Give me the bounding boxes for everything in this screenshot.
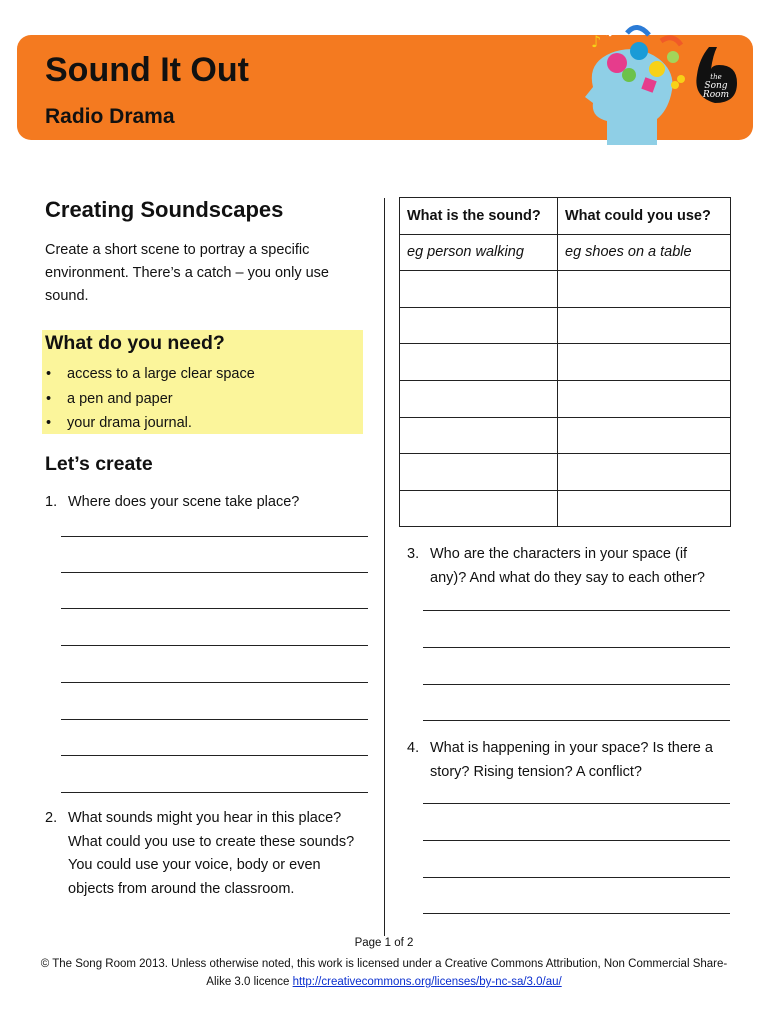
svg-text:♪: ♪ bbox=[591, 32, 602, 51]
answer-line-q1[interactable] bbox=[61, 755, 368, 756]
table-cell: eg shoes on a table bbox=[558, 234, 731, 271]
license-link[interactable]: http://creativecommons.org/licenses/by-nc-sa/3.0/au/ bbox=[292, 976, 562, 988]
table-cell[interactable] bbox=[558, 490, 731, 527]
question-text: Where does your scene take place? bbox=[68, 494, 300, 510]
table-cell[interactable] bbox=[558, 344, 731, 381]
license-statement: © The Song Room 2013. Unless otherwise noted, this work is licensed under a Creative Commons Attribution, Non Commercial Share-Alike 3.0 licence bbox=[40, 958, 728, 988]
answer-line-q1[interactable] bbox=[61, 572, 368, 573]
question-number: 2. bbox=[45, 810, 58, 826]
table-cell[interactable] bbox=[400, 380, 558, 417]
license-text bbox=[30, 955, 738, 991]
table-row bbox=[400, 271, 731, 308]
question-3 bbox=[407, 543, 727, 590]
svg-text:Room: Room bbox=[702, 90, 730, 100]
svg-text:♫: ♫ bbox=[603, 24, 614, 38]
need-title: What do you need? bbox=[45, 332, 225, 354]
table-row bbox=[400, 380, 731, 417]
column-divider bbox=[384, 198, 385, 936]
table-cell[interactable] bbox=[400, 271, 558, 308]
table-cell[interactable] bbox=[400, 417, 558, 454]
what-you-need-box bbox=[42, 330, 363, 434]
table-row bbox=[400, 417, 731, 454]
lets-create-title: Let’s create bbox=[45, 453, 153, 475]
question-2 bbox=[45, 807, 355, 901]
answer-line-q4[interactable] bbox=[423, 877, 730, 878]
answer-line-q1[interactable] bbox=[61, 792, 368, 793]
question-text: Who are the characters in your space (if any)? And what do they say to each other? bbox=[430, 546, 705, 586]
question-text: What sounds might you hear in this place? What could you use to create these sounds? You could use your voice, body or even objects from around the classroom. bbox=[68, 810, 355, 897]
list-item: • access to a large clear space bbox=[45, 362, 255, 387]
answer-line-q1[interactable] bbox=[61, 682, 368, 683]
question-number: 4. bbox=[407, 740, 420, 756]
table-cell[interactable] bbox=[558, 307, 731, 344]
svg-text:Song: Song bbox=[704, 81, 728, 91]
column-header: What could you use? bbox=[558, 198, 731, 235]
question-number: 1. bbox=[45, 494, 58, 510]
table-row bbox=[400, 490, 731, 527]
song-room-logo bbox=[689, 45, 741, 107]
answer-line-q4[interactable] bbox=[423, 840, 730, 841]
table-row bbox=[400, 307, 731, 344]
answer-line-q3[interactable] bbox=[423, 647, 730, 648]
table-cell: eg person walking bbox=[400, 234, 558, 271]
table-cell[interactable] bbox=[400, 454, 558, 491]
answer-line-q4[interactable] bbox=[423, 803, 730, 804]
page-number: Page 1 of 2 bbox=[354, 937, 414, 949]
table-cell[interactable] bbox=[558, 380, 731, 417]
column-header: What is the sound? bbox=[400, 198, 558, 235]
section-title: Creating Soundscapes bbox=[45, 197, 284, 222]
answer-line-q3[interactable] bbox=[423, 684, 730, 685]
need-list bbox=[45, 362, 255, 436]
question-1 bbox=[45, 491, 345, 515]
table-cell[interactable] bbox=[400, 344, 558, 381]
answer-line-q1[interactable] bbox=[61, 645, 368, 646]
table-cell[interactable] bbox=[400, 307, 558, 344]
answer-line-q1[interactable] bbox=[61, 608, 368, 609]
header-banner bbox=[17, 24, 753, 140]
answer-line-q4[interactable] bbox=[423, 913, 730, 914]
answer-line-q1[interactable] bbox=[61, 536, 368, 537]
table-header-row bbox=[400, 198, 731, 235]
svg-text:the: the bbox=[710, 73, 722, 81]
page-title: Sound It Out bbox=[45, 51, 249, 89]
question-text: What is happening in your space? Is there a story? Rising tension? A conflict? bbox=[430, 740, 713, 780]
question-number: 3. bbox=[407, 546, 420, 562]
answer-line-q1[interactable] bbox=[61, 719, 368, 720]
page-subtitle: Radio Drama bbox=[45, 105, 175, 128]
table-row bbox=[400, 454, 731, 491]
table-row bbox=[400, 234, 731, 271]
answer-line-q3[interactable] bbox=[423, 610, 730, 611]
sound-table bbox=[399, 197, 731, 527]
question-4 bbox=[407, 737, 727, 784]
table-cell[interactable] bbox=[558, 454, 731, 491]
table-cell[interactable] bbox=[558, 271, 731, 308]
intro-text: Create a short scene to portray a specific environment. There’s a catch – you only use sound. bbox=[45, 242, 329, 304]
answer-line-q3[interactable] bbox=[423, 720, 730, 721]
left-column bbox=[45, 197, 365, 897]
head-illustration-icon bbox=[577, 23, 697, 145]
list-item: • a pen and paper bbox=[45, 387, 255, 412]
table-cell[interactable] bbox=[558, 417, 731, 454]
list-item: • your drama journal. bbox=[45, 411, 255, 436]
table-cell[interactable] bbox=[400, 490, 558, 527]
table-row bbox=[400, 344, 731, 381]
